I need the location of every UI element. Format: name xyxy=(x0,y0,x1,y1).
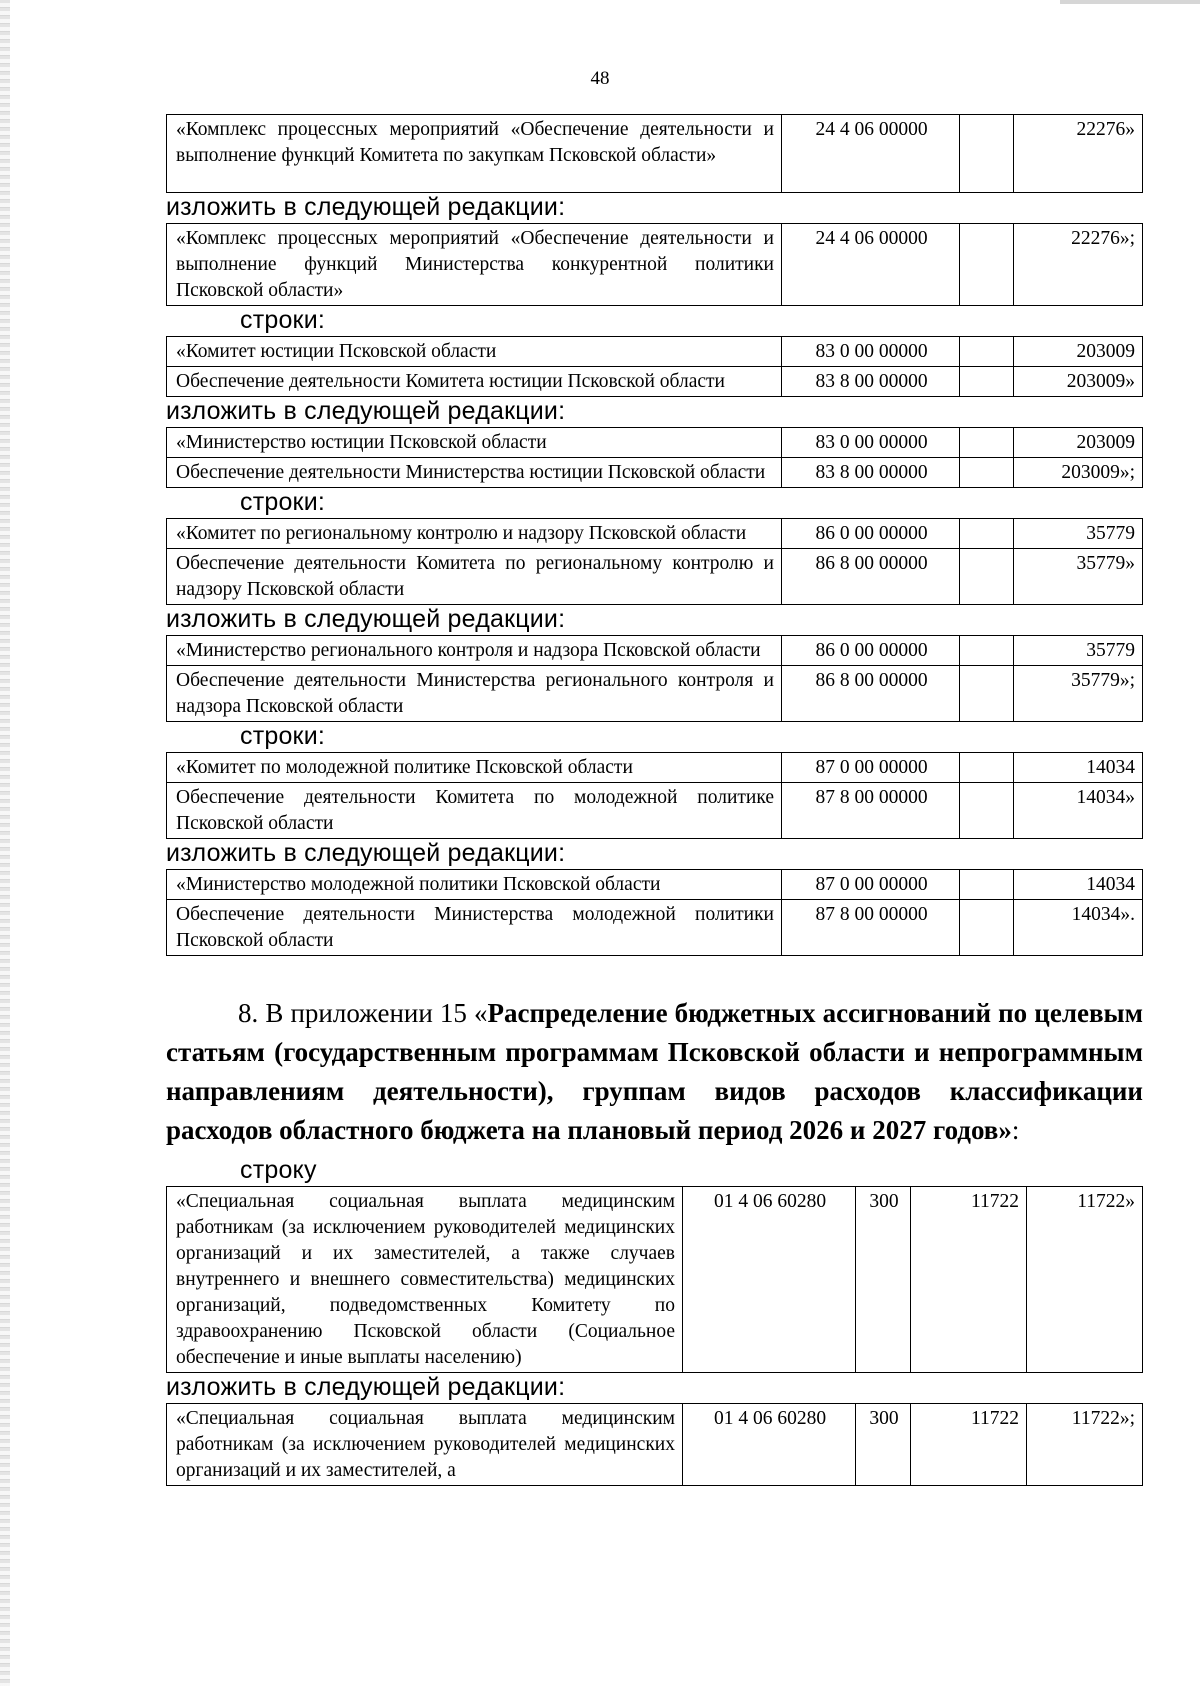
row-value: 35779»; xyxy=(1014,666,1143,722)
appendix-title: Распределение бюджетных ассигнований по целевым статьям (государственным программам Псковской области и непрограммным направлениям деятельности), группам видов расходов классификации расходов областного бюджета на плановый период 2026 и 2027 годов» xyxy=(166,998,1144,1145)
new-rows-table xyxy=(166,1403,1143,1486)
row-vr xyxy=(960,870,1014,900)
old-rows-table xyxy=(166,752,1143,839)
table-row xyxy=(167,337,1143,367)
amend-phrase: изложить в следующей редакции: xyxy=(166,397,566,425)
document-body xyxy=(166,114,1143,1486)
section-intro: В приложении 15 « xyxy=(265,998,488,1028)
row-value: 14034 xyxy=(1014,870,1143,900)
rows-lead: строку xyxy=(240,1156,317,1184)
row-name: «Министерство молодежной политики Псковской области xyxy=(167,870,782,900)
row-vr xyxy=(960,224,1014,306)
row-name: Обеспечение деятельности Комитета по региональному контролю и надзору Псковской области xyxy=(167,549,782,605)
row-code: 86 8 00 00000 xyxy=(782,549,960,605)
row-name: «Комитет юстиции Псковской области xyxy=(167,337,782,367)
old-rows-table xyxy=(166,1186,1143,1373)
row-code: 83 0 00 00000 xyxy=(782,428,960,458)
row-code: 01 4 06 60280 xyxy=(683,1187,856,1373)
row-vr xyxy=(960,458,1014,488)
row-name: «Комитет по молодежной политике Псковской области xyxy=(167,753,782,783)
table-row xyxy=(167,367,1143,397)
table-row xyxy=(167,1404,1143,1486)
row-code: 01 4 06 60280 xyxy=(683,1404,856,1486)
row-vr xyxy=(960,549,1014,605)
table-row xyxy=(167,1187,1143,1373)
row-code: 24 4 06 00000 xyxy=(782,224,960,306)
new-rows-table xyxy=(166,635,1143,722)
row-name: «Комплекс процессных мероприятий «Обеспечение деятельности и выполнение функций Комитета по закупкам Псковской области» xyxy=(167,115,782,193)
row-name: «Министерство юстиции Псковской области xyxy=(167,428,782,458)
row-code: 83 8 00 00000 xyxy=(782,458,960,488)
row-vr xyxy=(960,783,1014,839)
row-code: 87 0 00 00000 xyxy=(782,870,960,900)
row-name: Обеспечение деятельности Комитета юстиции Псковской области xyxy=(167,367,782,397)
row-vr xyxy=(960,900,1014,956)
rows-lead: строки: xyxy=(240,722,326,750)
row-value: 14034». xyxy=(1014,900,1143,956)
row-code: 86 8 00 00000 xyxy=(782,666,960,722)
old-rows-table xyxy=(166,114,1143,193)
section-number: 8. xyxy=(238,998,259,1028)
table-row xyxy=(167,549,1143,605)
row-value: 35779 xyxy=(1014,519,1143,549)
row-value-2026: 11722 xyxy=(911,1187,1027,1373)
rows-lead: строки: xyxy=(240,306,326,334)
row-name: Обеспечение деятельности Министерства юстиции Псковской области xyxy=(167,458,782,488)
row-vr xyxy=(960,428,1014,458)
row-value: 35779» xyxy=(1014,549,1143,605)
row-name: «Комплекс процессных мероприятий «Обеспечение деятельности и выполнение функций Министерства конкурентной политики Псковской области» xyxy=(167,224,782,306)
row-vr xyxy=(960,519,1014,549)
row-name: Обеспечение деятельности Министерства регионального контроля и надзора Псковской области xyxy=(167,666,782,722)
table-row xyxy=(167,115,1143,193)
new-rows-table xyxy=(166,223,1143,306)
scan-edge-top xyxy=(1060,0,1200,4)
row-value: 203009 xyxy=(1014,428,1143,458)
row-value: 14034 xyxy=(1014,753,1143,783)
row-value: 203009»; xyxy=(1014,458,1143,488)
row-vr xyxy=(960,337,1014,367)
table-row xyxy=(167,224,1143,306)
scan-edge xyxy=(0,0,10,1686)
row-name: Обеспечение деятельности Комитета по молодежной политике Псковской области xyxy=(167,783,782,839)
row-vr xyxy=(960,115,1014,193)
table-row xyxy=(167,636,1143,666)
amend-phrase: изложить в следующей редакции: xyxy=(166,605,566,633)
row-name: «Министерство регионального контроля и надзора Псковской области xyxy=(167,636,782,666)
amend-phrase: изложить в следующей редакции: xyxy=(166,839,566,867)
row-vr: 300 xyxy=(856,1404,911,1486)
row-value-2026: 11722 xyxy=(911,1404,1027,1486)
table-row xyxy=(167,783,1143,839)
amend-phrase: изложить в следующей редакции: xyxy=(166,1373,566,1401)
row-value: 35779 xyxy=(1014,636,1143,666)
old-rows-table xyxy=(166,518,1143,605)
old-rows-table xyxy=(166,336,1143,397)
rows-lead: строки: xyxy=(240,488,326,516)
row-code: 87 8 00 00000 xyxy=(782,900,960,956)
table-row xyxy=(167,870,1143,900)
table-row xyxy=(167,666,1143,722)
row-code: 83 8 00 00000 xyxy=(782,367,960,397)
row-value-2027: 11722» xyxy=(1027,1187,1143,1373)
row-value: 203009 xyxy=(1014,337,1143,367)
row-name: Обеспечение деятельности Министерства молодежной политики Псковской области xyxy=(167,900,782,956)
new-rows-table xyxy=(166,869,1143,956)
row-value: 22276» xyxy=(1014,115,1143,193)
table-row xyxy=(167,428,1143,458)
row-vr: 300 xyxy=(856,1187,911,1373)
row-code: 83 0 00 00000 xyxy=(782,337,960,367)
section-8-paragraph xyxy=(166,994,1143,1150)
new-rows-table xyxy=(166,427,1143,488)
row-value-2027: 11722»; xyxy=(1027,1404,1143,1486)
section-ending: : xyxy=(1011,1115,1020,1145)
table-row xyxy=(167,753,1143,783)
row-vr xyxy=(960,753,1014,783)
row-value: 22276»; xyxy=(1014,224,1143,306)
row-code: 87 0 00 00000 xyxy=(782,753,960,783)
amend-phrase: изложить в следующей редакции: xyxy=(166,193,566,221)
row-name: «Специальная социальная выплата медицинским работникам (за исключением руководителей медицинских организаций и их заместителей, а xyxy=(167,1404,683,1486)
row-name: «Специальная социальная выплата медицинским работникам (за исключением руководителей медицинских организаций и их заместителей, а также случаев внутреннего и внешнего совместительства) медицинских организаций, подведомственных Комитету по здравоохранению Псковской области (Социальное обеспечение и иные выплаты населению) xyxy=(167,1187,683,1373)
page-number: 48 xyxy=(590,68,610,89)
table-row xyxy=(167,458,1143,488)
row-name: «Комитет по региональному контролю и надзору Псковской области xyxy=(167,519,782,549)
row-value: 14034» xyxy=(1014,783,1143,839)
row-code: 87 8 00 00000 xyxy=(782,783,960,839)
row-value: 203009» xyxy=(1014,367,1143,397)
row-vr xyxy=(960,367,1014,397)
row-code: 24 4 06 00000 xyxy=(782,115,960,193)
row-vr xyxy=(960,636,1014,666)
row-vr xyxy=(960,666,1014,722)
table-row xyxy=(167,900,1143,956)
row-code: 86 0 00 00000 xyxy=(782,636,960,666)
row-code: 86 0 00 00000 xyxy=(782,519,960,549)
table-row xyxy=(167,519,1143,549)
